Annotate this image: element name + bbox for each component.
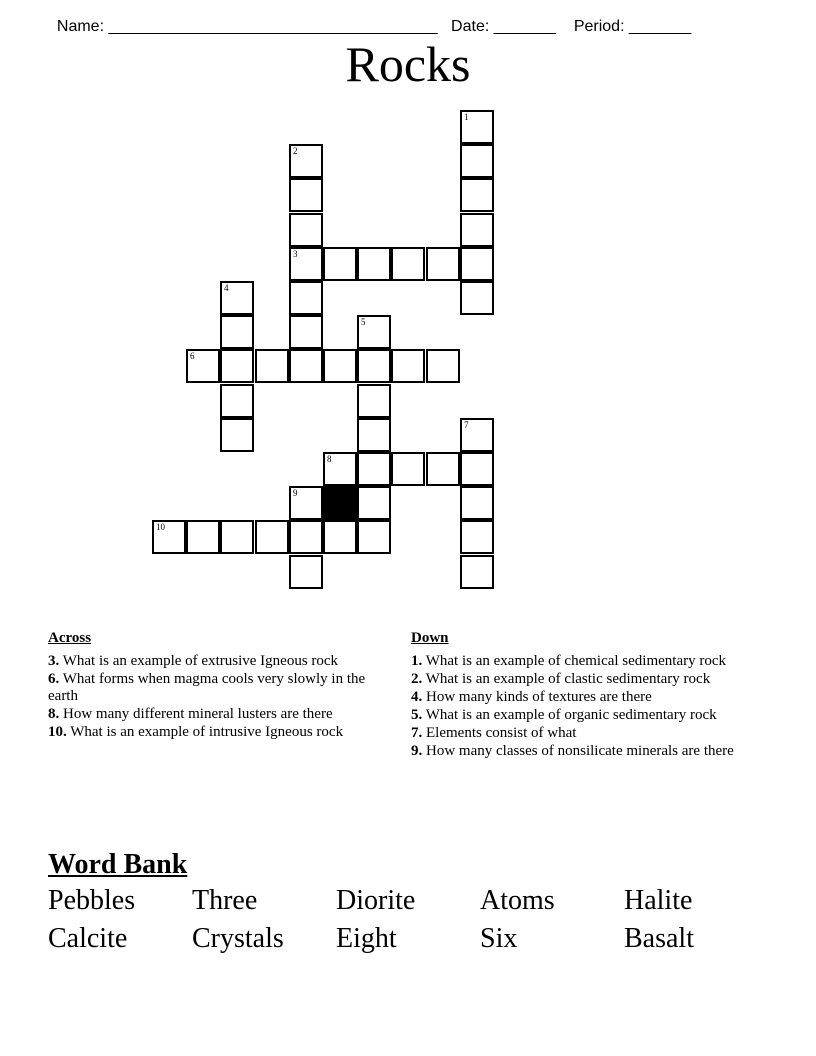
word-bank-word: Halite [624,885,693,916]
word-bank-word: Pebbles [48,885,136,916]
crossword-cell[interactable] [152,520,186,554]
clue-number: 7. [411,725,423,741]
crossword-cell[interactable] [426,452,460,486]
down-heading: Down [411,630,449,646]
down-clue [411,653,751,670]
crossword-cell[interactable] [186,349,220,383]
clue-number: 9. [411,743,423,759]
crossword-cell[interactable] [460,281,494,315]
crossword-cell[interactable] [220,349,254,383]
down-clue [411,689,751,706]
crossword-cell[interactable] [323,247,357,281]
crossword-cell[interactable] [426,247,460,281]
crossword-cell[interactable] [460,452,494,486]
word-bank-word: Six [480,923,518,954]
clue-text: What is an example of organic sedimentary rock [422,707,717,723]
clue-number: 6. [48,671,60,687]
down-clue-list [411,653,751,760]
clue-number: 3. [48,653,60,669]
clue-number: 6 [190,351,195,361]
period-field-label[interactable]: Period: _______ [573,18,692,35]
crossword-cell[interactable] [220,418,254,452]
crossword-cell[interactable] [289,486,323,520]
crossword-cell[interactable] [289,555,323,589]
word-bank-word: Three [192,885,258,916]
clue-number: 5 [361,317,366,327]
crossword-cell[interactable] [357,520,391,554]
clue-number: 10 [156,522,165,532]
crossword-cell[interactable] [255,349,289,383]
clue-number: 7 [464,420,469,430]
clue-text: How many kinds of textures are there [422,689,652,705]
crossword-cell[interactable] [460,418,494,452]
clue-text: How many different mineral lusters are there [59,706,333,722]
across-clue [48,724,388,741]
clue-text: What is an example of chemical sedimentary rock [422,653,727,669]
down-clue [411,743,751,760]
across-clue [48,706,388,723]
crossword-cell[interactable] [289,247,323,281]
down-clue [411,725,751,742]
clue-number: 1. [411,653,423,669]
across-heading: Across [48,630,92,646]
crossword-cell[interactable] [289,213,323,247]
across-clue [48,671,388,705]
clue-number: 10. [48,724,67,740]
crossword-black-cell [323,486,357,520]
clue-number: 2 [293,146,298,156]
clue-number: 8. [48,706,60,722]
across-clue [48,653,388,670]
crossword-cell[interactable] [220,384,254,418]
clue-text: What is an example of intrusive Igneous rock [66,724,344,740]
across-clues [48,630,388,742]
crossword-cell[interactable] [357,452,391,486]
crossword-cell[interactable] [323,520,357,554]
word-bank-word: Atoms [480,885,555,916]
clue-number: 4. [411,689,423,705]
date-field-label[interactable]: Date: _______ [451,18,557,35]
crossword-cell[interactable] [357,349,391,383]
crossword-cell[interactable] [460,110,494,144]
crossword-cell[interactable] [289,349,323,383]
word-bank-word: Diorite [336,885,416,916]
crossword-cell[interactable] [357,247,391,281]
clue-number: 3 [293,249,298,259]
word-bank-word: Crystals [192,923,284,954]
crossword-cell[interactable] [220,520,254,554]
clue-number: 9 [293,488,298,498]
word-bank-word: Eight [336,923,397,954]
crossword-cell[interactable] [323,349,357,383]
word-bank-title: Word Bank [48,849,188,880]
clue-text: How many classes of nonsilicate minerals are there [422,743,734,759]
word-bank-word: Calcite [48,923,128,954]
crossword-cell[interactable] [289,281,323,315]
crossword-cell[interactable] [289,315,323,349]
crossword-cell[interactable] [289,520,323,554]
crossword-cell[interactable] [186,520,220,554]
name-field-label[interactable]: Name: _____________________________________ [56,18,438,35]
down-clue [411,671,751,688]
clue-number: 5. [411,707,423,723]
down-clues [411,630,751,761]
crossword-cell[interactable] [460,178,494,212]
crossword-cell[interactable] [357,418,391,452]
crossword-cell[interactable] [460,213,494,247]
crossword-cell[interactable] [323,452,357,486]
crossword-cell[interactable] [289,144,323,178]
across-clue-list [48,653,388,741]
crossword-cell[interactable] [391,247,425,281]
clue-number: 8 [327,454,332,464]
crossword-cell[interactable] [289,178,323,212]
crossword-cell[interactable] [357,486,391,520]
crossword-cell[interactable] [460,144,494,178]
clue-text: What forms when magma cools very slowly in the earth [48,671,366,704]
crossword-cell[interactable] [357,315,391,349]
clue-text: What is an example of extrusive Igneous rock [59,653,339,669]
crossword-cell[interactable] [255,520,289,554]
page-title: Rocks [345,36,471,92]
crossword-cell[interactable] [426,349,460,383]
clue-number: 2. [411,671,423,687]
student-info-header [48,0,691,36]
clue-text: What is an example of clastic sedimentary rock [422,671,711,687]
crossword-cell[interactable] [357,384,391,418]
crossword-cell[interactable] [460,555,494,589]
crossword-cell[interactable] [460,486,494,520]
clue-number: 1 [464,112,469,122]
down-clue [411,707,751,724]
crossword-cell[interactable] [220,281,254,315]
word-bank [48,884,768,956]
clue-number: 4 [224,283,229,293]
crossword-cell[interactable] [460,247,494,281]
crossword-cell[interactable] [391,452,425,486]
clue-text: Elements consist of what [422,725,577,741]
crossword-cell[interactable] [460,520,494,554]
word-bank-word: Basalt [624,923,694,954]
crossword-cell[interactable] [220,315,254,349]
crossword-cell[interactable] [391,349,425,383]
